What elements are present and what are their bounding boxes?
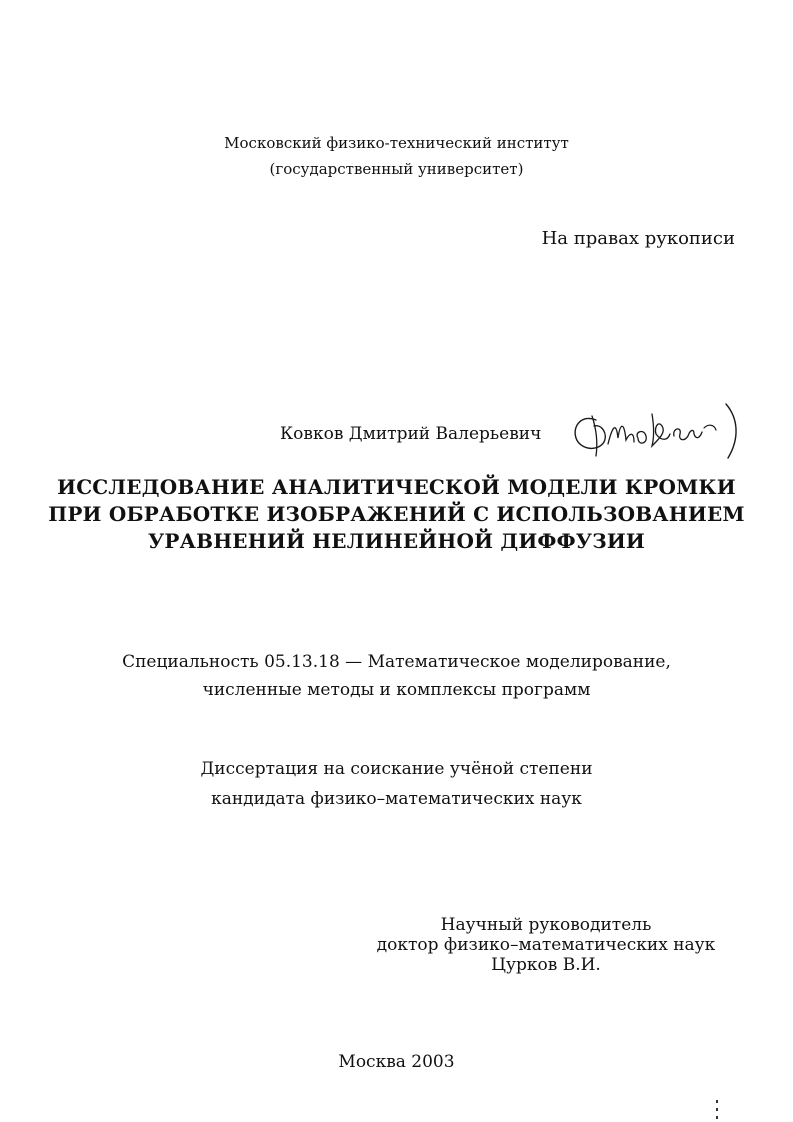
author-name: Ковков Дмитрий Валерьевич	[280, 424, 542, 444]
specialty-line-2: численные методы и комплексы программ	[202, 680, 591, 700]
advisor-degree: доктор физико–математических наук	[376, 935, 716, 955]
title-line-2: ПРИ ОБРАБОТКЕ ИЗОБРАЖЕНИЙ С ИСПОЛЬЗОВАНИЕМ	[48, 502, 745, 526]
title-line-3: УРАВНЕНИЙ НЕЛИНЕЙНОЙ ДИФФУЗИИ	[147, 529, 646, 553]
place-year: Москва 2003	[338, 1052, 455, 1072]
rights-note: На правах рукописи	[541, 228, 735, 249]
degree-line-1: Диссертация на соискание учёной степени	[200, 759, 593, 779]
institute-name: Московский физико-технический институт	[224, 134, 569, 152]
author-signature	[568, 398, 743, 462]
advisor-role: Научный руководитель	[440, 915, 652, 935]
degree-line-2: кандидата физико–математических наук	[211, 789, 582, 809]
author-block	[280, 398, 750, 462]
advisor-name: Цурков В.И.	[491, 955, 601, 975]
institute-status: (государственный университет)	[269, 160, 524, 178]
specialty-line-1: Специальность 05.13.18 — Математическое моделирование,	[122, 652, 671, 672]
title-line-1: ИССЛЕДОВАНИЕ АНАЛИТИЧЕСКОЙ МОДЕЛИ КРОМКИ	[57, 475, 736, 499]
scan-marks	[712, 1098, 724, 1122]
